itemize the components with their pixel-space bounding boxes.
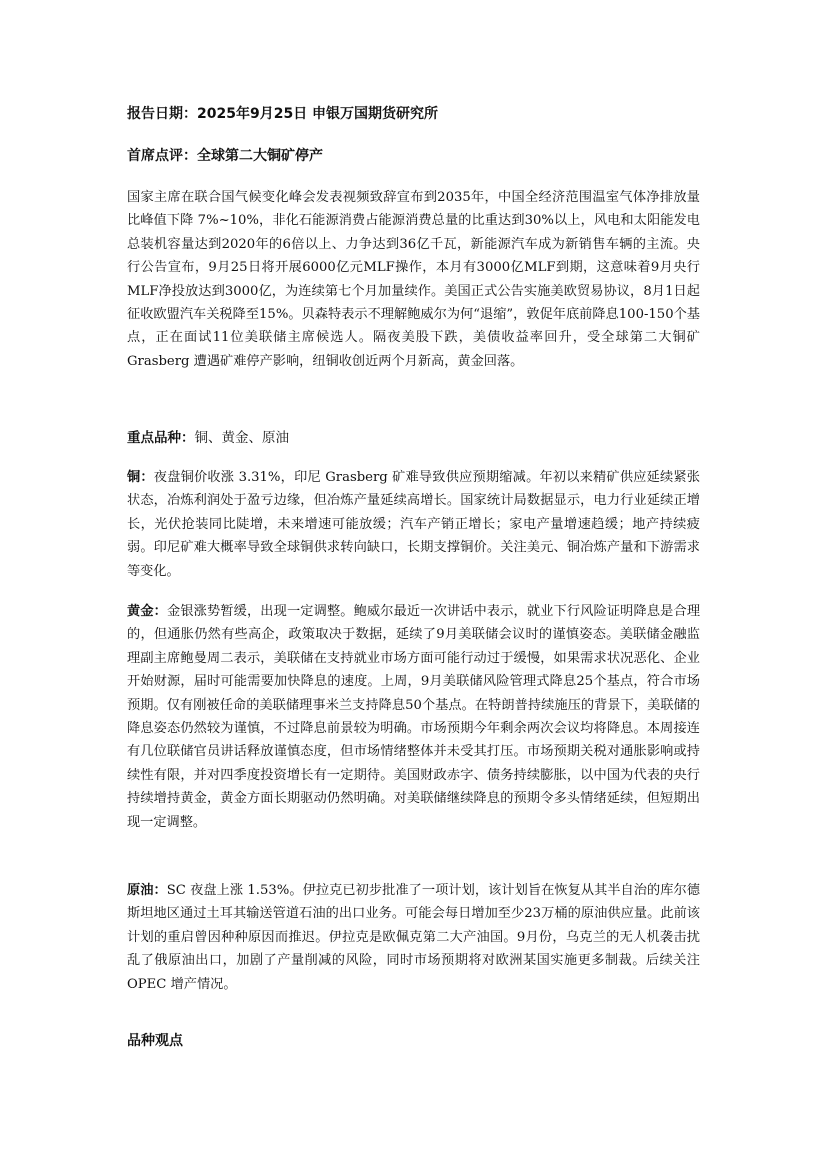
copper-text: 夜盘铜价收涨 3.31%，印尼 Grasberg 矿难导致供应预期缩减。年初以来精矿供应延续紧张状态，冶炼利润处于盈亏边缘，但冶炼产量延续高增长。国家统计局数据显示，电力行业延续正增长，光伏抢装同比陡增，未来增速可能放缓；汽车产销正增长；家电产量增速趋缓；地产持续疲弱。印尼矿难大概率导致全球铜供求转向缺口，长期支撑铜价。关注美元、铜冶炼产量和下游需求等变化。 [127, 470, 700, 579]
views-section-title: 品种观点 [127, 1033, 183, 1049]
key-products-label: 重点品种： [127, 430, 195, 446]
report-date-line: 报告日期：2025年9月25日 申银万国期货研究所 [127, 106, 439, 122]
key-products-line [127, 428, 289, 448]
oil-text: SC 夜盘上涨 1.53%。伊拉克已初步批准了一项计划，该计划旨在恢复从其半自治的库尔德斯坦地区通过土耳其输送管道石油的出口业务。可能会每日增加至少23万桶的原油供应量。此前该计划的重启曾因种种原因而推迟。伊拉克是欧佩克第二大产油国。9月份，乌克兰的无人机袭击扰乱了俄原油出口，加剧了产量削减的风险，同时市场预期将对欧洲某国实施更多制裁。后续关注 OPEC 增产情况。 [127, 883, 700, 992]
oil-label: 原油： [127, 883, 167, 898]
gold-paragraph [127, 600, 700, 834]
gold-text: 金银涨势暂缓，出现一定调整。鲍威尔最近一次讲话中表示，就业下行风险证明降息是合理的，但通胀仍然有些高企，政策取决于数据，延续了9月美联储会议时的谨慎姿态。美联储金融监理副主席鲍曼周二表示，美联储在支持就业市场方面可能行动过于缓慢，如果需求状况恶化、企业开始财源，届时可能需要加快降息的速度。上周，9月美联储风险管理式降息25个基点，符合市场预期。仅有刚被任命的美联储理事米兰支持降息50个基点。在特朗普持续施压的背景下，美联储的降息姿态仍然较为谨慎，不过降息前景较为明确。市场预期今年剩余两次会议均将降息。本周接连有几位联储官员讲话释放谨慎态度，但市场情绪整体并未受其打压。市场预期关税对通胀影响或持续性有限，并对四季度投资增长有一定期待。美国财政赤字、债务持续膨胀，以中国为代表的央行持续增持黄金，黄金方面长期驱动仍然明确。对美联储继续降息的预期令多头情绪延续，但短期出现一定调整。 [127, 604, 701, 830]
intro-paragraph: 国家主席在联合国气候变化峰会发表视频致辞宣布到2035年，中国全经济范围温室气体净排放量比峰值下降 7%~10%，非化石能源消费占能源消费总量的比重达到30%以上，风电和太阳能发电总装机容量达到2020年的6倍以上、力争达到36亿千瓦，新能源汽车成为新销售车辆的主流。央行公告宣布，9月25日将开展6000亿元MLF操作，本月有3000亿MLF到期，这意味着9月央行MLF净投放达到3000亿，为连续第七个月加量续作。美国正式公告实施美欧贸易协议，8月1日起征收欧盟汽车关税降至15%。贝森特表示不理解鲍威尔为何“退缩”，敦促年底前降息100-150个基点，正在面试11位美联储主席候选人。隔夜美股下跌，美债收益率回升，受全球第二大铜矿 Grasberg 遭遇矿难停产影响，纽铜收创近两个月新高，黄金回落。 [127, 190, 700, 369]
chief-comment-title: 首席点评：全球第二大铜矿停产 [127, 148, 323, 164]
copper-label: 铜： [127, 470, 154, 485]
key-products-items: 铜、黄金、原油 [194, 430, 289, 446]
copper-paragraph [127, 466, 700, 583]
oil-paragraph [127, 879, 700, 996]
gold-label: 黄金： [127, 604, 167, 619]
document-page [127, 0, 700, 1169]
